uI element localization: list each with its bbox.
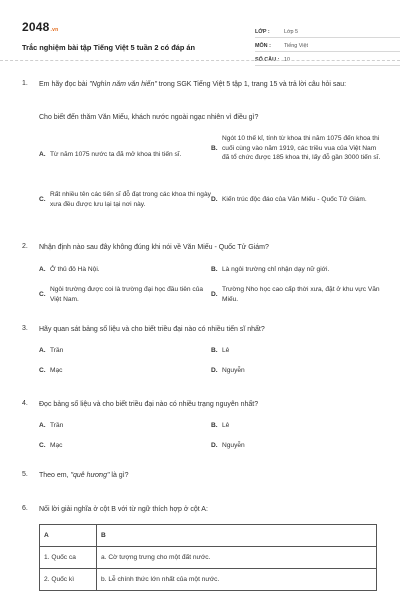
question-text: Em hãy đọc bài "Nghìn năm văn hiến" trong SGK Tiếng Việt 5 tập 1, trang 15 và trả lời câu hỏi sau: [39, 81, 347, 88]
option-c[interactable]: C. Mạc [39, 442, 63, 449]
table-header-row [40, 525, 377, 547]
table-row [40, 569, 377, 591]
option-b[interactable]: B. Lê [211, 422, 230, 429]
worksheet-header [22, 14, 380, 72]
meta-panel [255, 26, 400, 68]
question-number: 4. [22, 400, 28, 407]
option-d[interactable]: D. Nguyễn [211, 367, 245, 374]
option-b[interactable]: B. Lê [211, 347, 230, 354]
question-number: 1. [22, 80, 28, 87]
question-number: 6. [22, 505, 28, 512]
option-a[interactable]: A. Ở thủ đô Hà Nội. [39, 266, 100, 273]
matching-table [39, 524, 377, 591]
question-text: Hãy quan sát bảng số liệu và cho biết triều đại nào có nhiều tiến sĩ nhất? [39, 326, 265, 333]
column-b-header: B [97, 525, 377, 547]
option-c[interactable]: C. Mạc [39, 367, 63, 374]
question-number: 5. [22, 471, 28, 478]
option-b[interactable]: B. Ngót 10 thế kỉ, tính từ khoa thi năm 1075 đến khoa thi cuối cùng vào năm 1919, các triều vua của Việt Nam đã tổ chức được 185 khoa thi, lấy đỗ gần 3000 tiến sĩ. [211, 135, 381, 162]
meta-row-question-count: SỐ CÂU : 10 [255, 54, 400, 66]
table-cell: 1. Quốc ca [40, 547, 97, 569]
question-text: Nối lời giải nghĩa ở cột B với từ ngữ thích hợp ở cột A: [39, 506, 208, 513]
question-number: 2. [22, 243, 28, 250]
question-text: Theo em, "quê hương" là gì? [39, 472, 129, 479]
option-a[interactable]: A. Trần [39, 347, 64, 354]
table-cell: b. Lễ chính thức lớn nhất của một nước. [97, 569, 377, 591]
meta-row-class: LỚP : Lớp 5 [255, 26, 400, 38]
option-c[interactable]: C. Rất nhiều tên các tiến sĩ đỗ đạt trong các khoa thi ngày xưa đều được lưu lại tại nơi này. [39, 191, 211, 208]
option-c[interactable]: C. Ngôi trường được coi là trường đại học đầu tiên của Việt Nam. [39, 286, 204, 303]
table-cell: a. Cờ tượng trưng cho một đất nước. [97, 547, 377, 569]
question-text: Nhận định nào sau đây không đúng khi nói về Văn Miếu - Quốc Tử Giám? [39, 244, 269, 251]
table-cell: 2. Quốc kì [40, 569, 97, 591]
question-text: Đọc bảng số liệu và cho biết triều đại nào có nhiều trạng nguyên nhất? [39, 401, 259, 408]
document-title: Trắc nghiệm bài tập Tiếng Việt 5 tuần 2 có đáp án [22, 43, 196, 52]
column-a-header: A [40, 525, 97, 547]
option-b[interactable]: B. Là ngôi trường chỉ nhận dạy nữ giới. [211, 266, 330, 273]
question-subtext: Cho biết đến thăm Văn Miếu, khách nước ngoài ngạc nhiên vì điều gì? [39, 114, 259, 121]
option-d[interactable]: D. Nguyễn [211, 442, 245, 449]
question-number: 3. [22, 325, 28, 332]
meta-row-subject: MÔN : Tiếng Việt [255, 40, 400, 52]
header-divider [0, 60, 400, 61]
site-logo[interactable]: 2048.vn [22, 20, 59, 34]
table-row [40, 547, 377, 569]
option-a[interactable]: A. Từ năm 1075 nước ta đã mở khoa thi tiến sĩ. [39, 151, 182, 158]
option-d[interactable]: D. Trường Nho học cao cấp thời xưa, đặt ở khu vực Văn Miếu. [211, 286, 380, 303]
option-d[interactable]: D. Kiến trúc độc đáo của Văn Miếu - Quốc Tử Giám. [211, 196, 367, 203]
option-a[interactable]: A. Trần [39, 422, 64, 429]
